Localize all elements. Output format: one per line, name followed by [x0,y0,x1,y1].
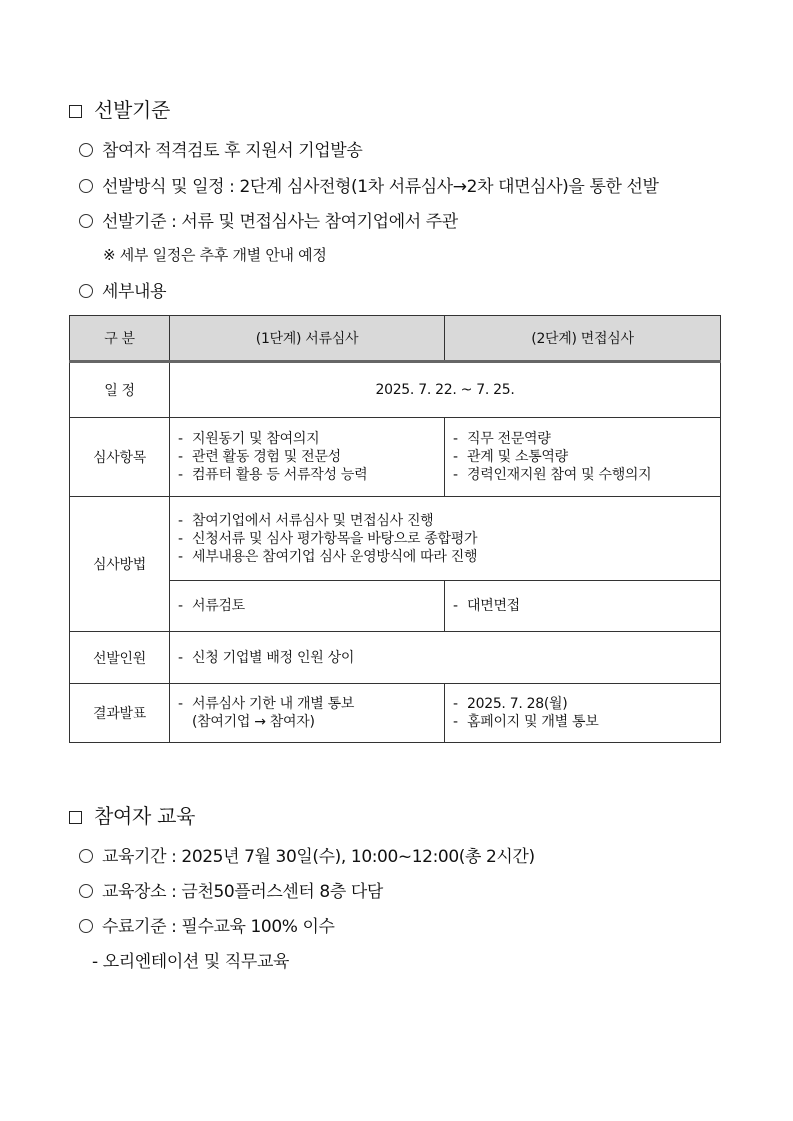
bullet-text: 세부내용 [102,282,167,302]
bullet-text: 참여자 적격검토 후 지원서 기업발송 [102,141,363,161]
list-item: - 참여기업에서 서류심사 및 면접심사 진행 [178,512,434,529]
circle-bullet-icon [79,884,93,898]
list-item: - 신청서류 및 심사 평가항목을 바탕으로 종합평가 [178,530,478,547]
headcount-value: - 신청 기업별 배정 인원 상이 [170,632,721,684]
result-stage2 [445,684,721,743]
circle-bullet-icon [79,284,93,298]
circle-bullet-icon [79,849,93,863]
row-label: 일 정 [70,362,170,418]
bullet-text: 교육기간 : 2025년 7월 30일(수), 10:00~12:00(총 2시간) [102,847,535,867]
circle-bullet-icon [79,179,93,193]
bullet-text: 교육장소 : 금천50플러스센터 8층 다담 [102,882,383,902]
section-title: 참여자 교육 [94,804,196,828]
list-item: - 직무 전문역량 [453,431,551,447]
circle-bullet-icon [79,214,93,228]
row-label: 심사방법 [70,497,170,632]
row-label: 심사항목 [70,418,170,497]
bullet-text: 수료기준 : 필수교육 100% 이수 [102,917,335,937]
schedule-value: 2025. 7. 22. ~ 7. 25. [170,362,721,418]
table-row-criteria [70,418,721,497]
list-item: - 2025. 7. 28(월) [453,696,568,712]
list-item: - 경력인재지원 참여 및 수행의지 [453,467,652,483]
bullet-item [79,912,335,937]
square-bullet-icon [69,105,82,118]
bullet-text: 선발방식 및 일정 : 2단계 심사전형(1차 서류심사→2차 대면심사)을 통한 선발 [102,177,659,197]
schedule-note: ※ 세부 일정은 추후 개별 안내 예정 [103,246,327,264]
bullet-item [79,207,458,232]
table-row-headcount [70,632,721,684]
table-row-method [70,497,721,581]
bullet-item [79,842,535,867]
list-item: - 세부내용은 참여기업 심사 운영방식에 따라 진행 [178,548,478,565]
list-item: (참여기업 → 참여자) [192,714,315,730]
list-item: - 지원동기 및 참여의지 [178,431,320,447]
row-label: 선발인원 [70,632,170,684]
bullet-item [79,277,166,302]
section-heading-selection-criteria [69,94,170,123]
table-row-schedule [70,362,721,418]
bullet-item [79,172,659,197]
section-title: 선발기준 [94,98,171,122]
header-category: 구 분 [70,316,170,362]
circle-bullet-icon [79,919,93,933]
list-item: - 관계 및 소통역량 [453,449,568,465]
bullet-item [79,136,362,161]
criteria-stage2 [445,418,721,497]
criteria-stage1 [170,418,445,497]
table-header-row [70,316,721,362]
bullet-item [79,877,383,902]
list-item: - 서류심사 기한 내 개별 통보 [178,696,355,712]
section-heading-participant-education [69,800,195,829]
list-item: - 관련 활동 경험 및 전문성 [178,449,341,465]
result-stage1 [170,684,445,743]
circle-bullet-icon [79,143,93,157]
table-row-result [70,684,721,743]
sub-item: - 오리엔테이션 및 직무교육 [92,952,289,972]
list-item: - 컴퓨터 활용 등 서류작성 능력 [178,467,368,483]
selection-detail-table [69,315,721,743]
bullet-text: 선발기준 : 서류 및 면접심사는 참여기업에서 주관 [102,212,458,232]
row-label: 결과발표 [70,684,170,743]
method-stage2: - 대면면접 [445,581,721,632]
list-item: - 홈페이지 및 개별 통보 [453,714,599,730]
square-bullet-icon [69,811,82,824]
header-stage1: (1단계) 서류심사 [170,316,445,362]
method-common [170,497,721,581]
header-stage2: (2단계) 면접심사 [445,316,721,362]
method-stage1: - 서류검토 [170,581,445,632]
